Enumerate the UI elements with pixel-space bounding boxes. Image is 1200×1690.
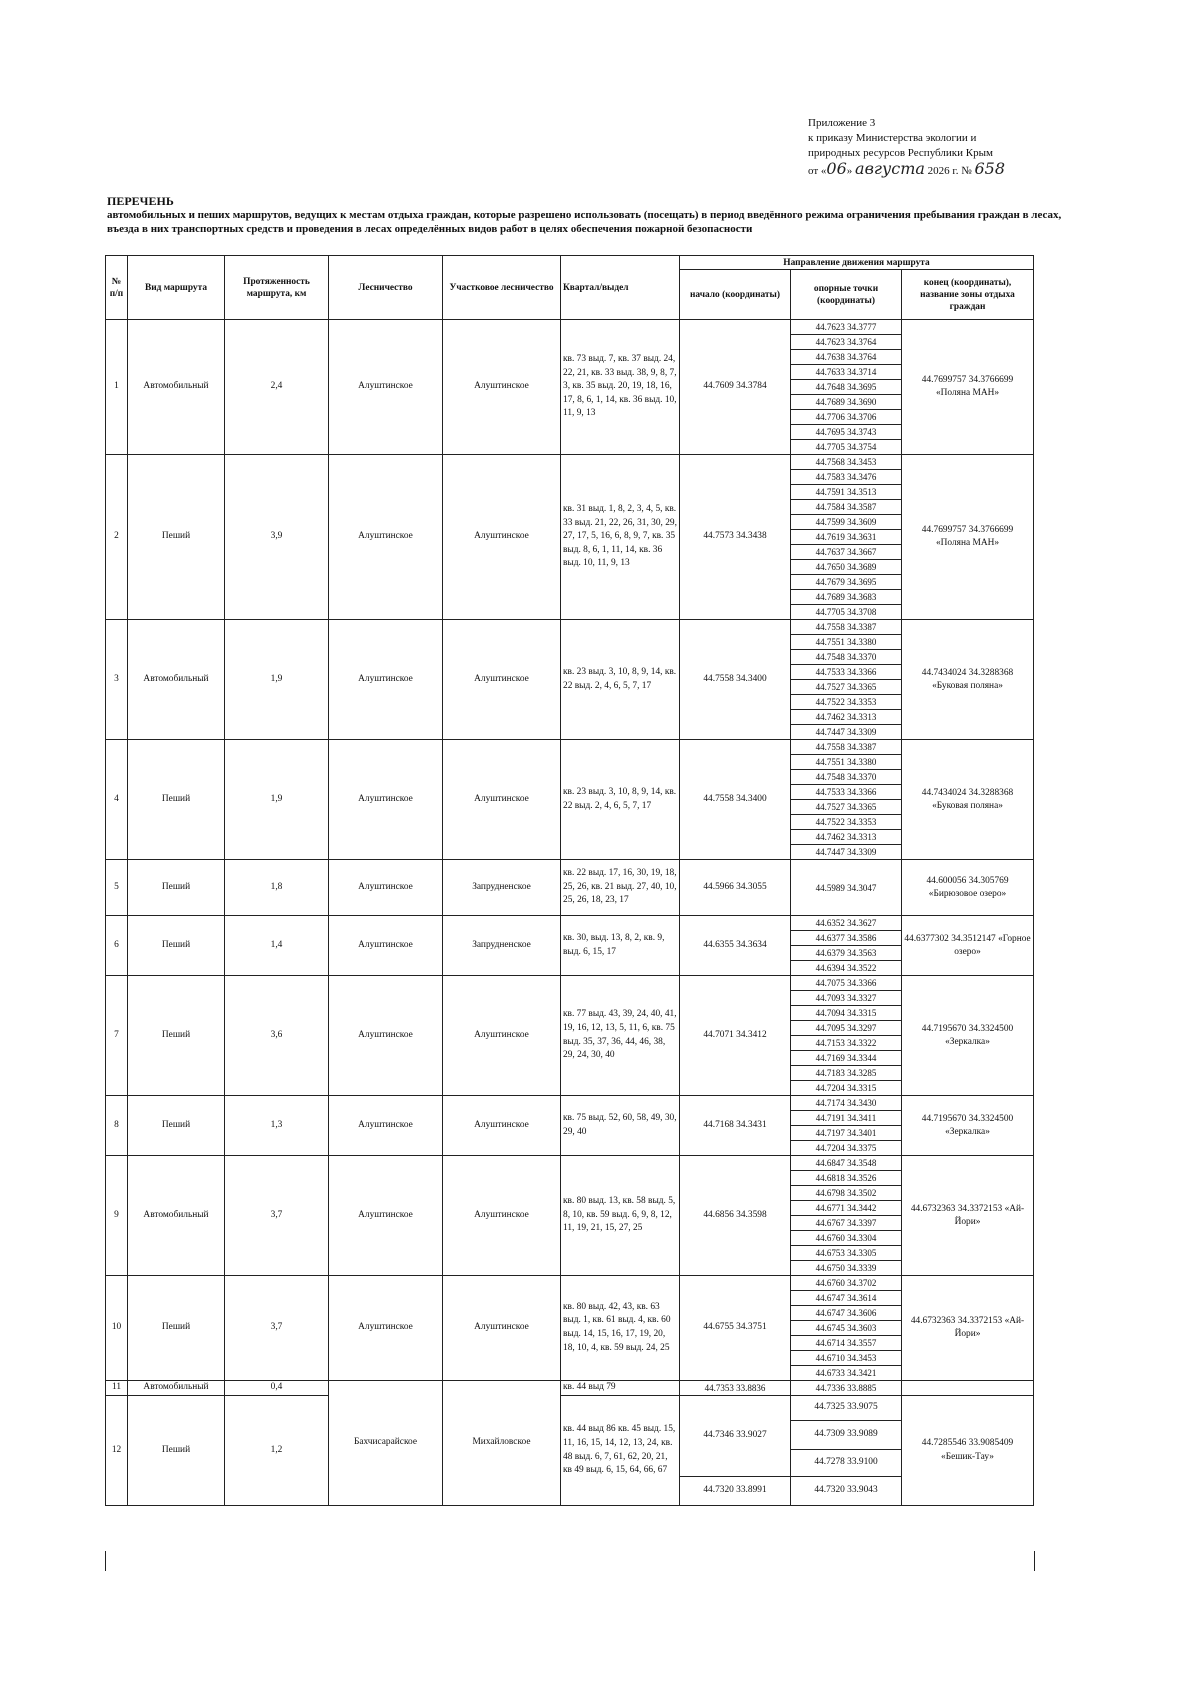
cell-point: 44.7689 34.3683: [791, 590, 902, 605]
cell-quarter: кв. 22 выд. 17, 16, 30, 19, 18, 25, 26, кв. 21 выд. 27, 40, 10, 25, 26, 18, 23, 17: [561, 860, 680, 916]
cell-point: 44.7583 34.3476: [791, 470, 902, 485]
cell-forestry: Бахчисарайское: [329, 1381, 443, 1506]
cell-length: 0,4: [225, 1381, 329, 1396]
table-row: [106, 860, 1034, 916]
cell-end: 44.7195670 34.3324500 «Зеркалка»: [902, 976, 1034, 1096]
cell-point: 44.7462 34.3313: [791, 710, 902, 725]
cell-start: 44.7353 33.8836: [680, 1381, 791, 1396]
cell-length: 1,4: [225, 916, 329, 976]
cell-forestry: Алуштинское: [329, 1096, 443, 1156]
cell-district: Алуштинское: [443, 976, 561, 1096]
cell-point: 44.7336 33.8885: [791, 1381, 902, 1396]
cell-type: Пеший: [128, 916, 225, 976]
document-title: [107, 194, 1067, 236]
cell-start: 44.7573 34.3438: [680, 455, 791, 620]
cell-start: 44.7609 34.3784: [680, 320, 791, 455]
table-row: [106, 620, 1034, 635]
cell-type: Пеший: [128, 860, 225, 916]
cell-num: 10: [106, 1276, 128, 1381]
cell-point: 44.7527 34.3365: [791, 680, 902, 695]
cell-quarter: кв. 80 выд. 42, 43, кв. 63 выд. 1, кв. 61 выд. 4, кв. 60 выд. 14, 15, 16, 17, 19, 20, 18, 10, 4, кв. 59 выд. 24, 25: [561, 1276, 680, 1381]
cell-point: 44.7638 34.3764: [791, 350, 902, 365]
table-row: [106, 916, 1034, 931]
table-row: [106, 455, 1034, 470]
cell-start: 44.6755 34.3751: [680, 1276, 791, 1381]
cell-point: 44.7558 34.3387: [791, 740, 902, 755]
cell-num: 3: [106, 620, 128, 740]
cell-point: 44.7619 34.3631: [791, 530, 902, 545]
header-quarter: Квартал/выдел: [561, 256, 680, 320]
handwritten-day: 06: [826, 159, 847, 178]
cell-quarter: кв. 31 выд. 1, 8, 2, 3, 4, 5, кв. 33 выд. 21, 22, 26, 31, 30, 29, 27, 17, 5, 16, 6, 8, 9, 7, кв. 35 выд. 8, 6, 1, 11, 14, кв. 36 выд. 10, 11, 9, 13: [561, 455, 680, 620]
cell-point: 44.7548 34.3370: [791, 770, 902, 785]
cell-point: 44.7533 34.3366: [791, 665, 902, 680]
cell-point: 44.6753 34.3305: [791, 1246, 902, 1261]
cell-point: 44.7447 34.3309: [791, 725, 902, 740]
header-end: конец (координаты), название зоны отдыха граждан: [902, 270, 1034, 320]
cell-point: 44.6798 34.3502: [791, 1186, 902, 1201]
cell-length: 3,6: [225, 976, 329, 1096]
cell-point: 44.7623 34.3777: [791, 320, 902, 335]
cell-num: 6: [106, 916, 128, 976]
cell-point: 44.7689 34.3690: [791, 395, 902, 410]
cell-length: 1,9: [225, 740, 329, 860]
cell-point: 44.6760 34.3304: [791, 1231, 902, 1246]
cell-district: Запрудненское: [443, 916, 561, 976]
cell-point: 44.7533 34.3366: [791, 785, 902, 800]
handwritten-order-number: 658: [974, 159, 1005, 178]
cell-length: 3,7: [225, 1156, 329, 1276]
cell-quarter: кв. 77 выд. 43, 39, 24, 40, 41, 19, 16, 12, 13, 5, 11, 6, кв. 75 выд. 35, 37, 36, 44, 46, 38, 29, 24, 30, 40: [561, 976, 680, 1096]
header-num: № п/п: [106, 256, 128, 320]
cell-point: 44.6747 34.3614: [791, 1291, 902, 1306]
routes-body: [106, 320, 1034, 1506]
cell-num: 9: [106, 1156, 128, 1276]
header-direction: Направление движения маршрута: [680, 256, 1034, 270]
cell-forestry: Алуштинское: [329, 740, 443, 860]
cell-point: 44.7633 34.3714: [791, 365, 902, 380]
cell-point: 44.6710 34.3453: [791, 1351, 902, 1366]
cell-point: 44.7174 34.3430: [791, 1096, 902, 1111]
cell-point: 44.6394 34.3522: [791, 961, 902, 976]
cell-district: Михайловское: [443, 1381, 561, 1506]
cell-point: 44.7679 34.3695: [791, 575, 902, 590]
cell-length: 1,9: [225, 620, 329, 740]
cell-point: 44.7093 34.3327: [791, 991, 902, 1006]
cell-type: Пеший: [128, 740, 225, 860]
cell-point: 44.7320 33.9043: [791, 1477, 902, 1506]
cell-quarter: кв. 73 выд. 7, кв. 37 выд. 24, 22, 21, кв. 33 выд. 38, 9, 8, 7, 3, кв. 35 выд. 20, 19, 18, 16, 17, 8, 6, 1, 14, кв. 36 выд. 10, 11, 9, 13: [561, 320, 680, 455]
cell-num: 2: [106, 455, 128, 620]
cell-num: 12: [106, 1396, 128, 1506]
table-row: [106, 1396, 1034, 1421]
cell-point: 44.7447 34.3309: [791, 845, 902, 860]
cell-start: 44.7558 34.3400: [680, 620, 791, 740]
table-row: [106, 976, 1034, 991]
cell-point: 44.6847 34.3548: [791, 1156, 902, 1171]
cell-end: 44.6732363 34.3372153 «Ай-Йори»: [902, 1276, 1034, 1381]
cell-point: 44.7522 34.3353: [791, 815, 902, 830]
cell-forestry: Алуштинское: [329, 976, 443, 1096]
cell-forestry: Алуштинское: [329, 620, 443, 740]
cell-length: 1,8: [225, 860, 329, 916]
cell-point: 44.6714 34.3557: [791, 1336, 902, 1351]
cell-type: Пеший: [128, 976, 225, 1096]
cell-forestry: Алуштинское: [329, 916, 443, 976]
cell-forestry: Алуштинское: [329, 455, 443, 620]
cell-district: Алуштинское: [443, 1156, 561, 1276]
header-district: Участковое лесничество: [443, 256, 561, 320]
cell-end-empty: [902, 1381, 1034, 1396]
cell-num: 5: [106, 860, 128, 916]
cell-end: 44.7434024 34.3288368 «Буковая поляна»: [902, 740, 1034, 860]
cell-num: 4: [106, 740, 128, 860]
cell-district: Алуштинское: [443, 320, 561, 455]
cell-end: 44.600056 34.305769 «Бирюзовое озеро»: [902, 860, 1034, 916]
table-row: [106, 1156, 1034, 1171]
approval-block: [808, 116, 1005, 179]
cell-quarter: кв. 23 выд. 3, 10, 8, 9, 14, кв. 22 выд. 2, 4, 6, 5, 7, 17: [561, 740, 680, 860]
cell-point: 44.7204 34.3375: [791, 1141, 902, 1156]
cell-district: Алуштинское: [443, 740, 561, 860]
cell-type: Автомобильный: [128, 1156, 225, 1276]
cell-num: 1: [106, 320, 128, 455]
cell-start: 44.6355 34.3634: [680, 916, 791, 976]
table-row: [106, 1381, 1034, 1396]
cell-point: 44.6750 34.3339: [791, 1261, 902, 1276]
cell-end: 44.7699757 34.3766699 «Поляна МАН»: [902, 320, 1034, 455]
handwritten-month: августа: [855, 159, 925, 178]
cell-point: 44.7169 34.3344: [791, 1051, 902, 1066]
cell-point: 44.7695 34.3743: [791, 425, 902, 440]
cell-start: 44.7071 34.3412: [680, 976, 791, 1096]
cell-length: 3,9: [225, 455, 329, 620]
routes-table: [105, 255, 1034, 1506]
cell-point: 44.6771 34.3442: [791, 1201, 902, 1216]
cell-point: 44.7637 34.3667: [791, 545, 902, 560]
cell-start: 44.7320 33.8991: [680, 1477, 791, 1506]
cell-start: 44.5966 34.3055: [680, 860, 791, 916]
header-type: Вид маршрута: [128, 256, 225, 320]
cell-point: 44.7075 34.3366: [791, 976, 902, 991]
cell-point: 44.6747 34.3606: [791, 1306, 902, 1321]
cell-point: 44.7462 34.3313: [791, 830, 902, 845]
cell-point: 44.7623 34.3764: [791, 335, 902, 350]
cell-point: 44.6377 34.3586: [791, 931, 902, 946]
cell-point: 44.6352 34.3627: [791, 916, 902, 931]
header-forestry: Лесничество: [329, 256, 443, 320]
table-continuation: [105, 1551, 1035, 1571]
cell-point: 44.7705 34.3754: [791, 440, 902, 455]
cell-start: 44.7558 34.3400: [680, 740, 791, 860]
cell-forestry: Алуштинское: [329, 1156, 443, 1276]
title-heading: ПЕРЕЧЕНЬ: [107, 194, 174, 208]
ministry-line: природных ресурсов Республики Крым: [808, 147, 993, 159]
cell-point: 44.7153 34.3322: [791, 1036, 902, 1051]
cell-num: 8: [106, 1096, 128, 1156]
cell-district: Алуштинское: [443, 1096, 561, 1156]
cell-quarter: кв. 30, выд. 13, 8, 2, кв. 9, выд. 6, 15, 17: [561, 916, 680, 976]
cell-point: 44.7183 34.3285: [791, 1066, 902, 1081]
cell-district: Алуштинское: [443, 1276, 561, 1381]
cell-forestry: Алуштинское: [329, 320, 443, 455]
cell-quarter: кв. 80 выд. 13, кв. 58 выд. 5, 8, 10, кв. 59 выд. 6, 9, 8, 12, 11, 19, 21, 15, 27, 25: [561, 1156, 680, 1276]
cell-point: 44.7548 34.3370: [791, 650, 902, 665]
header-length: Протяженность маршрута, км: [225, 256, 329, 320]
cell-num: 11: [106, 1381, 128, 1396]
cell-district: Запрудненское: [443, 860, 561, 916]
order-date-line: от «06» августа 2026 г. № 658: [808, 159, 1005, 178]
cell-point: 44.7591 34.3513: [791, 485, 902, 500]
cell-point: 44.7650 34.3689: [791, 560, 902, 575]
cell-point: 44.7309 33.9089: [791, 1421, 902, 1450]
cell-length: 1,3: [225, 1096, 329, 1156]
cell-point: 44.7204 34.3315: [791, 1081, 902, 1096]
cell-point: 44.7191 34.3411: [791, 1111, 902, 1126]
cell-end: 44.7434024 34.3288368 «Буковая поляна»: [902, 620, 1034, 740]
header-points: опорные точки (координаты): [791, 270, 902, 320]
cell-point: 44.6745 34.3603: [791, 1321, 902, 1336]
cell-point: 44.7558 34.3387: [791, 620, 902, 635]
cell-point: 44.7527 34.3365: [791, 800, 902, 815]
cell-point: 44.7278 33.9100: [791, 1450, 902, 1477]
table-row: [106, 1096, 1034, 1111]
cell-type: Автомобильный: [128, 620, 225, 740]
cell-point: 44.7584 34.3587: [791, 500, 902, 515]
cell-type: Автомобильный: [128, 1381, 225, 1396]
table-row: [106, 740, 1034, 755]
cell-length: 3,7: [225, 1276, 329, 1381]
cell-start: 44.7168 34.3431: [680, 1096, 791, 1156]
cell-forestry: Алуштинское: [329, 860, 443, 916]
cell-point: 44.6767 34.3397: [791, 1216, 902, 1231]
header-start: начало (координаты): [680, 270, 791, 320]
cell-forestry: Алуштинское: [329, 1276, 443, 1381]
cell-num: 7: [106, 976, 128, 1096]
order-line: к приказу Министерства экологии и: [808, 132, 977, 144]
title-text: автомобильных и пеших маршрутов, ведущих к местам отдыха граждан, которые разрешено использовать (посещать) в период введённого режима ограничения пребывания граждан в лесах, въезда в них транспортных средств и проведения в лесах определённых видов работ в целях обеспечения пожарной безопасности: [107, 209, 1062, 235]
cell-end: 44.7699757 34.3766699 «Поляна МАН»: [902, 455, 1034, 620]
cell-point: 44.6733 34.3421: [791, 1366, 902, 1381]
cell-start: 44.6856 34.3598: [680, 1156, 791, 1276]
cell-point: 44.7094 34.3315: [791, 1006, 902, 1021]
cell-length: 2,4: [225, 320, 329, 455]
cell-point: 44.7706 34.3706: [791, 410, 902, 425]
table-row: [106, 1276, 1034, 1291]
cell-end: 44.6377302 34.3512147 «Горное озеро»: [902, 916, 1034, 976]
cell-point: 44.7599 34.3609: [791, 515, 902, 530]
appendix-line: Приложение 3: [808, 117, 876, 129]
cell-type: Пеший: [128, 1396, 225, 1506]
cell-point: 44.7705 34.3708: [791, 605, 902, 620]
cell-district: Алуштинское: [443, 455, 561, 620]
cell-point: 44.6818 34.3526: [791, 1171, 902, 1186]
cell-point: 44.7648 34.3695: [791, 380, 902, 395]
cell-quarter: кв. 75 выд. 52, 60, 58, 49, 30, 29, 40: [561, 1096, 680, 1156]
cell-point: 44.7197 34.3401: [791, 1126, 902, 1141]
cell-quarter: кв. 44 выд 79: [561, 1381, 680, 1396]
cell-length: 1,2: [225, 1396, 329, 1506]
cell-type: Автомобильный: [128, 320, 225, 455]
cell-quarter: кв. 23 выд. 3, 10, 8, 9, 14, кв. 22 выд. 2, 4, 6, 5, 7, 17: [561, 620, 680, 740]
cell-type: Пеший: [128, 1096, 225, 1156]
cell-start: 44.7346 33.9027: [680, 1396, 791, 1477]
cell-point: 44.7325 33.9075: [791, 1396, 902, 1421]
cell-end: 44.6732363 34.3372153 «Ай-Йори»: [902, 1156, 1034, 1276]
table-row: [106, 320, 1034, 335]
cell-point: 44.7095 34.3297: [791, 1021, 902, 1036]
cell-type: Пеший: [128, 455, 225, 620]
cell-quarter: кв. 44 выд 86 кв. 45 выд. 15, 11, 16, 15, 14, 12, 13, 24, кв. 48 выд. 6, 7, 61, 62, 20, 21, кв 49 выд. 6, 15, 64, 66, 67: [561, 1396, 680, 1506]
cell-point: 44.6379 34.3563: [791, 946, 902, 961]
cell-point: 44.7522 34.3353: [791, 695, 902, 710]
cell-type: Пеший: [128, 1276, 225, 1381]
cell-point: 44.7551 34.3380: [791, 755, 902, 770]
cell-point: 44.7568 34.3453: [791, 455, 902, 470]
cell-point: 44.6760 34.3702: [791, 1276, 902, 1291]
cell-end: 44.7285546 33.9085409 «Бешик-Тау»: [902, 1396, 1034, 1506]
cell-point: 44.5989 34.3047: [791, 860, 902, 916]
cell-point: 44.7551 34.3380: [791, 635, 902, 650]
cell-end: 44.7195670 34.3324500 «Зеркалка»: [902, 1096, 1034, 1156]
cell-district: Алуштинское: [443, 620, 561, 740]
